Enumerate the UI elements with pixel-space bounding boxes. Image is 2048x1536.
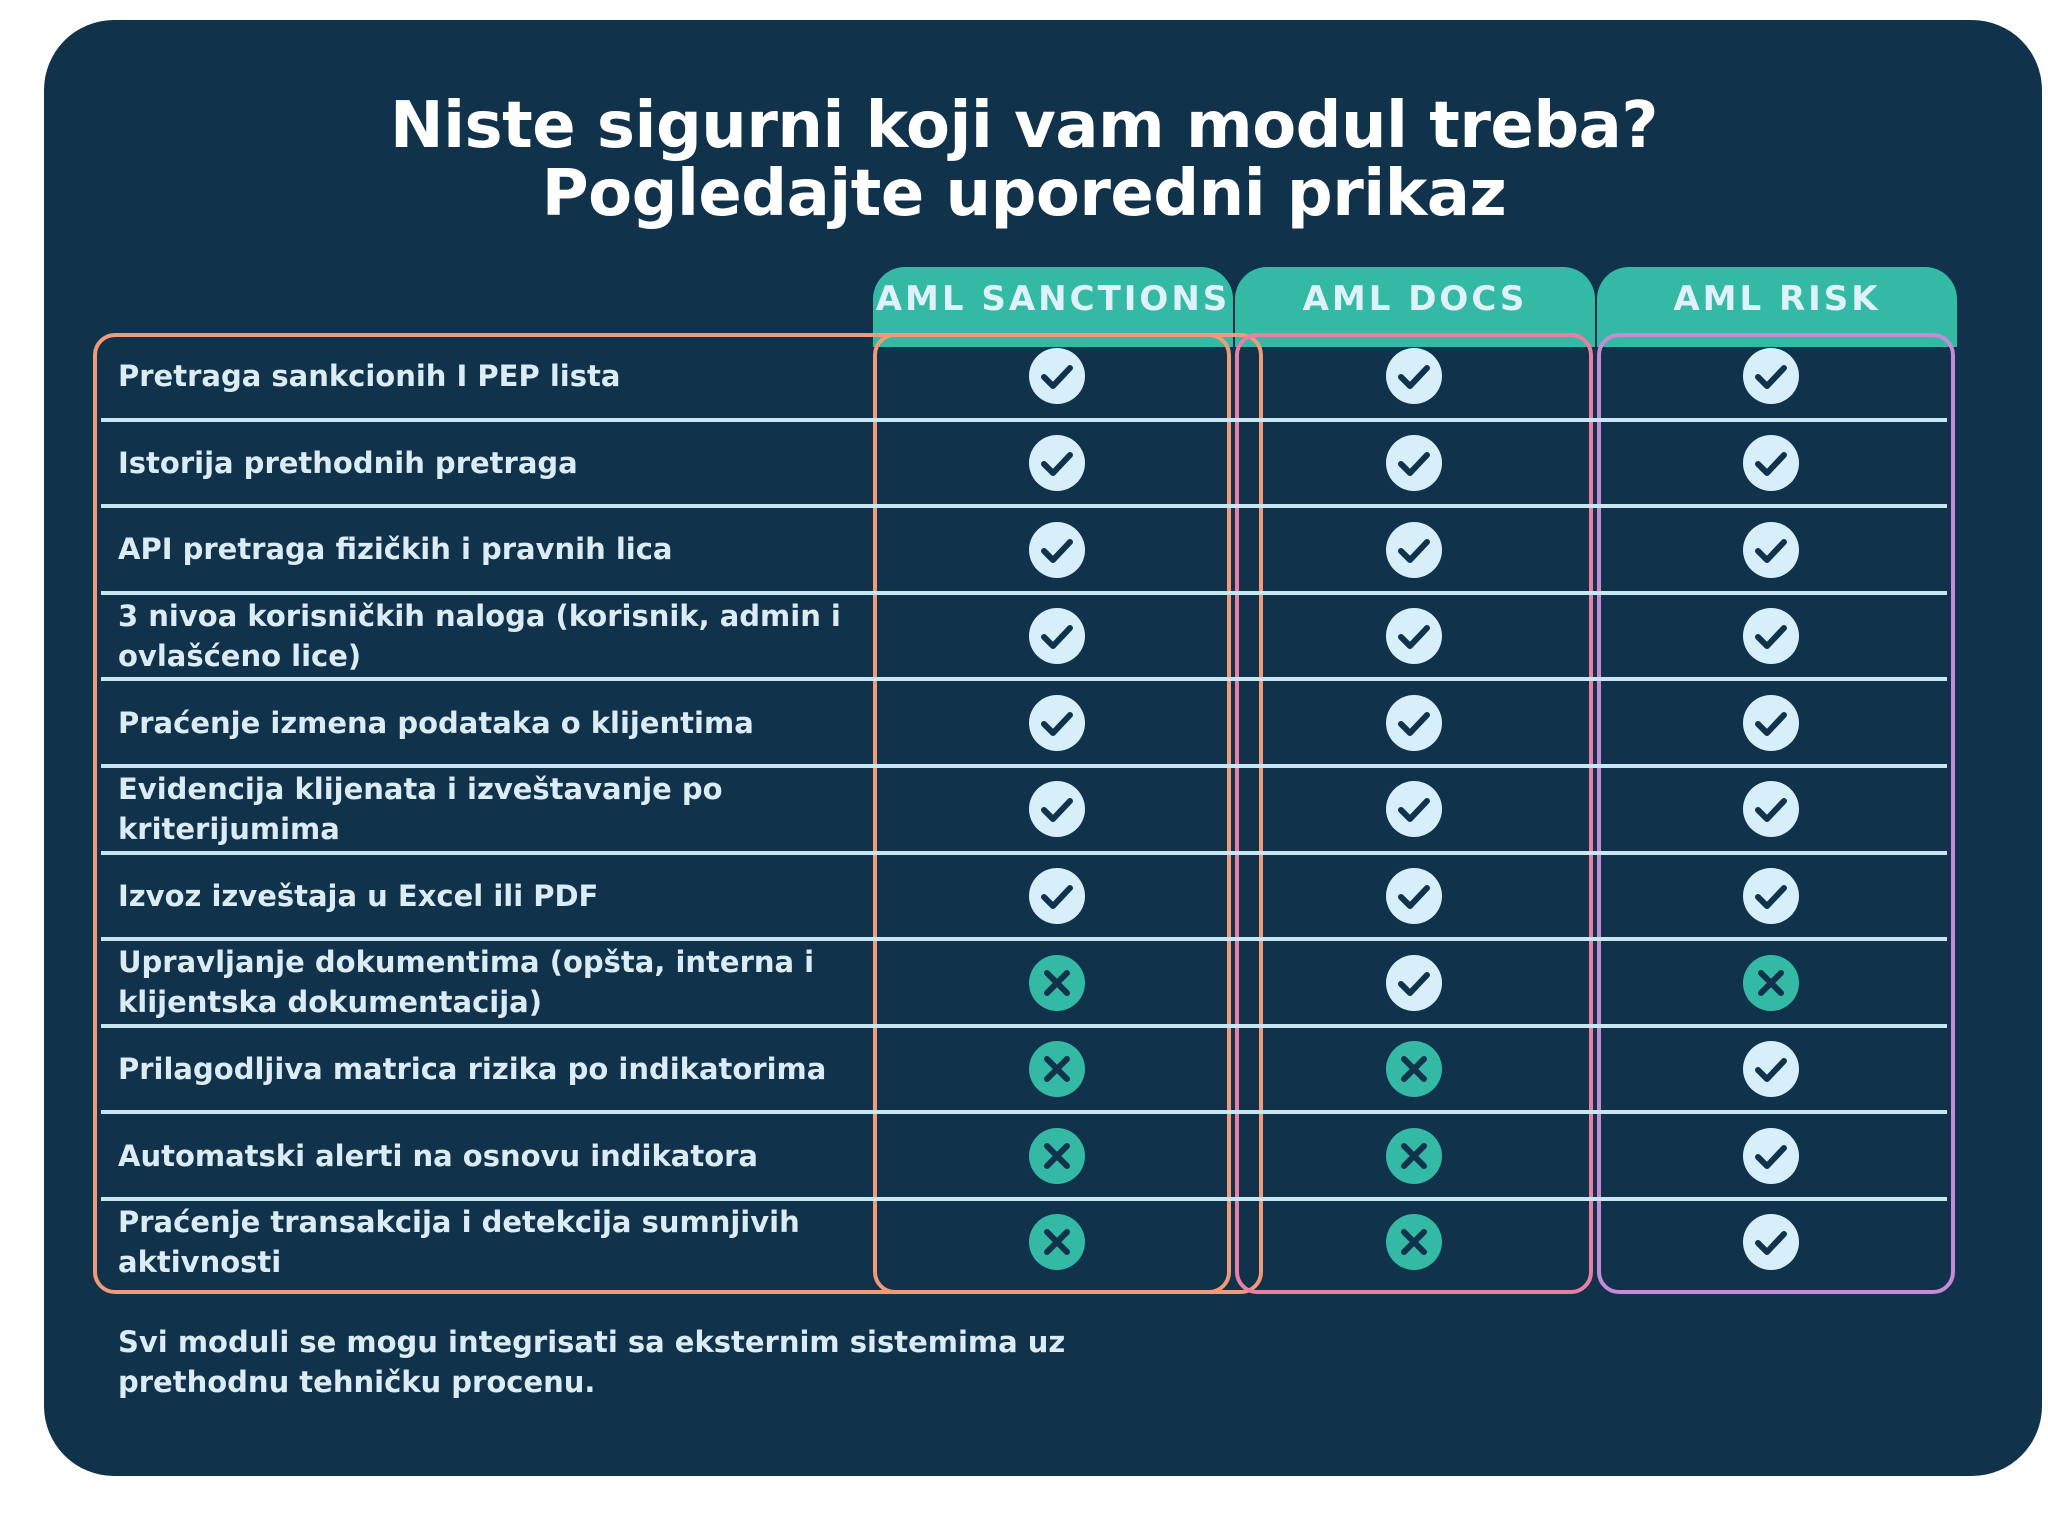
check-icon <box>1742 1213 1800 1271</box>
feature-label: Upravljanje dokumentima (opšta, interna i klijentska dokumentacija) <box>118 945 815 1020</box>
check-icon <box>1742 1040 1800 1098</box>
column-header-aml-docs <box>1235 267 1595 347</box>
check-icon <box>1028 521 1086 579</box>
feature-label: Istorija prethodnih pretraga <box>118 445 578 480</box>
column-header-aml-sanctions <box>873 267 1233 347</box>
title-line-2: Pogledajte uporedni prikaz <box>541 157 1507 231</box>
check-icon <box>1028 867 1086 925</box>
check-icon <box>1742 434 1800 492</box>
check-icon <box>1742 347 1800 405</box>
cross-icon <box>1742 954 1800 1012</box>
check-icon <box>1028 694 1086 752</box>
check-icon <box>1385 867 1443 925</box>
cross-icon <box>1028 1040 1086 1098</box>
check-icon <box>1028 434 1086 492</box>
check-icon <box>1742 1127 1800 1185</box>
cross-icon <box>1028 954 1086 1012</box>
check-icon <box>1742 607 1800 665</box>
feature-label: Praćenje izmena podataka o klijentima <box>118 705 754 740</box>
check-icon <box>1028 780 1086 838</box>
column-header-aml-risk <box>1597 267 1957 347</box>
feature-label: Automatski alerti na osnovu indikatora <box>118 1138 758 1173</box>
check-icon <box>1028 607 1086 665</box>
check-icon <box>1385 521 1443 579</box>
cross-icon <box>1028 1213 1086 1271</box>
cross-icon <box>1028 1127 1086 1185</box>
check-icon <box>1385 780 1443 838</box>
check-icon <box>1742 780 1800 838</box>
check-icon <box>1742 521 1800 579</box>
check-icon <box>1742 867 1800 925</box>
column-header-label: AML DOCS <box>1302 279 1528 319</box>
feature-label: Pretraga sankcionih I PEP lista <box>118 359 621 394</box>
feature-label: Evidencija klijenata i izveštavanje po kriterijumima <box>118 772 723 847</box>
feature-label: Praćenje transakcija i detekcija sumnjivih aktivnosti <box>118 1205 800 1280</box>
column-header-label: AML RISK <box>1673 279 1881 319</box>
feature-label: API pretraga fizičkih i pravnih lica <box>118 532 673 567</box>
check-icon <box>1385 347 1443 405</box>
check-icon <box>1742 694 1800 752</box>
column-header-label: AML SANCTIONS <box>875 279 1231 319</box>
footnote: Svi moduli se mogu integrisati sa eksternim sistemima uz prethodnu tehničku procenu. <box>118 1325 1066 1399</box>
cross-icon <box>1385 1040 1443 1098</box>
check-icon <box>1385 694 1443 752</box>
check-icon <box>1028 347 1086 405</box>
page-title <box>0 89 2048 231</box>
cross-icon <box>1385 1127 1443 1185</box>
cross-icon <box>1385 1213 1443 1271</box>
check-icon <box>1385 954 1443 1012</box>
feature-label: Prilagodljiva matrica rizika po indikatorima <box>118 1052 827 1087</box>
title-line-1: Niste sigurni koji vam modul treba? <box>390 89 1658 163</box>
check-icon <box>1385 607 1443 665</box>
feature-label: Izvoz izveštaja u Excel ili PDF <box>118 878 599 913</box>
feature-label: 3 nivoa korisničkih naloga (korisnik, admin i ovlašćeno lice) <box>118 599 841 674</box>
check-icon <box>1385 434 1443 492</box>
